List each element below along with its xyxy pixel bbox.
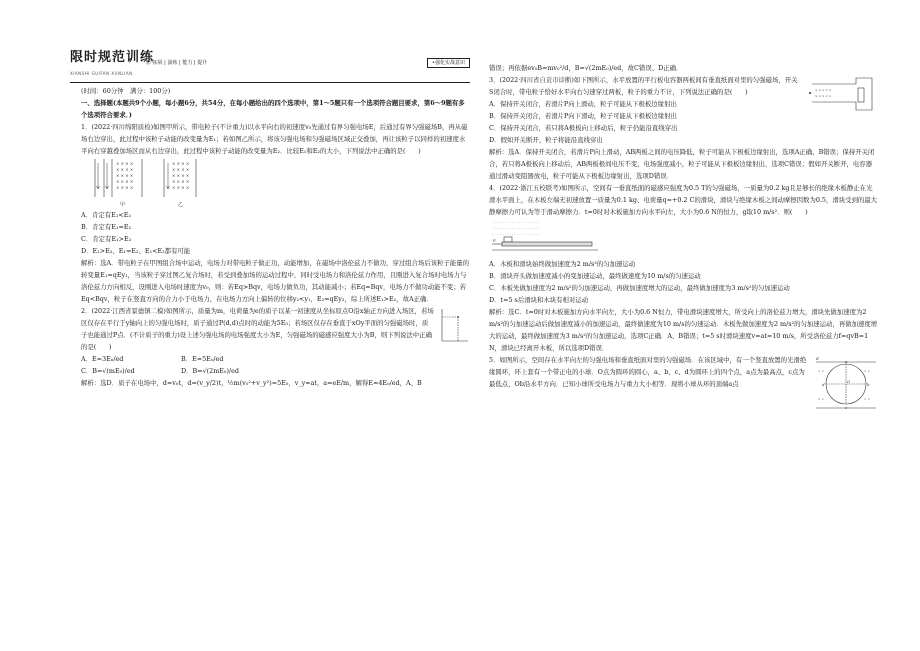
q5-label-o: O bbox=[847, 379, 851, 384]
header-subtitle: XIANSHI GUIFAN XUNLIAN bbox=[70, 71, 133, 76]
svg-text:× × × ×: × × × × bbox=[116, 179, 134, 184]
header-tag: •强化实战意识 bbox=[427, 58, 470, 68]
svg-text:· · · · · · · · · · · · · · ·: · · · · · · · · · · · · · · · · · · · · · · bbox=[492, 221, 540, 225]
q2-option-a: A．E=3E₀/ed bbox=[81, 355, 124, 363]
q1-option-d: D．E₁>E₂、E₁=E₂、E₁<E₂都有可能 bbox=[81, 247, 191, 255]
svg-text:× ×: × × bbox=[818, 369, 824, 373]
q2-stem: 2．(2022·江西省景德镇二模)如图所示，质量为m，电荷量为e的质子以某一初速度从坐标原点O沿x轴正方向进入场区，若场区仅存在平行于y轴向上的匀强电场时，质子通过P(d,d)点时的动能为5E₀；若场区仅存在垂直于xOy平面的匀强磁场时，质子也能通过P点．(不计质子的重力)设上述匀强电场的电场强度大小为E，匀强磁场的磁感应强度大小为B，则下列说法中正确的是( ) bbox=[81, 307, 434, 351]
section-one-heading: 一、选择题(本题共9个小题，每小题6分，共54分，在每小题给出的四个选项中，第1～5题只有一个选项符合题目要求，第6～9题有多个选项符合要求．) bbox=[81, 99, 465, 119]
svg-text:× × × × ×: × × × × × bbox=[815, 88, 832, 92]
q5-diagram bbox=[814, 356, 878, 412]
svg-text:× ×: × × bbox=[818, 397, 824, 401]
q3-option-a: A．保持开关闭合，若滑片P向上滑动，粒子可能从下极板边缘射出 bbox=[489, 100, 677, 108]
q2-diagram bbox=[438, 305, 470, 345]
q1-stem: 1．(2022·四川绵阳质检)如图甲所示，带电粒子(不计重力)以水平向右的初速度v₀先通过有界匀强电场E，后通过有界匀强磁场B，再从磁场右边穿出，此过程中该粒子动能的改变量为E₁；若如图乙所示，将该匀强电场和匀强磁场区域正交叠加，再让该粒子以同样的初速度水平向右穿越叠加场区而从右边穿出，此过程中该粒子动能的改变量为E₂．比较E₁和E₂的大小，下列说法中正确的是( ) bbox=[81, 123, 468, 155]
svg-text:× ×: × × bbox=[864, 369, 870, 373]
svg-text:× × × ×: × × × × bbox=[116, 173, 134, 178]
time-line: (时间：60分钟 满分：100分) bbox=[81, 87, 171, 95]
q1-fig-label-b: 乙 bbox=[178, 202, 184, 208]
q4-option-d: D．t=5 s后滑块和木块有相对运动 bbox=[489, 296, 589, 304]
q2-analysis: 解析：选D．质子在电场中，d=v₀t，d=(v_y/2)t，½m(v₀²+v_y²)=5E₀，v_y=at，a=eE/m，解得E=4E₀/ed，A、B bbox=[81, 379, 422, 387]
q1-option-c: C．肯定有E₁>E₂ bbox=[81, 235, 132, 243]
svg-text:× × × ×: × × × × bbox=[172, 173, 190, 178]
svg-text:× × × × ×: × × × × × bbox=[815, 94, 832, 98]
left-page bbox=[70, 0, 470, 651]
header-title: 限时规范训练 bbox=[70, 50, 155, 65]
q3-stem: 3．(2022·四川省自贡市诊断)如下图所示，水平放置的平行板电容器两板间有垂直纸面对里的匀强磁场，开关S闭合时，带电粒子恰好水平向右匀速穿过两板，粒子的重力不计，下列说法正确的是( ) bbox=[489, 76, 798, 96]
right-page bbox=[478, 0, 878, 651]
q2-option-c: C．B=√(mE₀)/ed bbox=[81, 367, 135, 375]
svg-text:× × × ×: × × × × bbox=[172, 179, 190, 184]
q2-options-row-2 bbox=[70, 365, 470, 377]
svg-text:× × × ×: × × × × bbox=[116, 185, 134, 190]
q1-diagram bbox=[90, 157, 200, 209]
svg-text:× × × ×: × × × × bbox=[172, 185, 190, 190]
q5-label-b: b bbox=[867, 382, 870, 387]
q2-option-b: B．E=5E₀/ed bbox=[181, 355, 224, 363]
svg-text:× × × ×: × × × × bbox=[172, 161, 190, 166]
section-header bbox=[70, 52, 470, 83]
svg-text:· · · · · · · · · · · · · · ·: · · · · · · · · · · · · · · · · · · · · · · bbox=[492, 233, 540, 237]
svg-text:× × × ×: × × × × bbox=[116, 167, 134, 172]
header-slogan: ㊣ 拓展 | 演练 | 能力 | 提升 bbox=[146, 60, 208, 66]
q4-stem: 4．(2022·浙江五校联考)如图所示，空间有一垂直纸面的磁感应强度为0.5 T的匀强磁场，一质量为0.2 kg且足够长的绝缘木板静止在光滑水平面上，在木板左端无初速放置一质量为0.1 kg、电荷量q=+0.2 C的滑块，滑块与绝缘木板之间动摩擦因数为0.5，滑块受到的最大静摩擦力可认为等于滑动摩擦力．t=0时对木板施加方向水平向左，大小为0.6 N的恒力，g取10 m/s²．则( ) bbox=[489, 184, 878, 216]
q1-option-a: A．肯定有E₁<E₂ bbox=[81, 211, 131, 219]
q4-option-a: A．木板和滑块始终做加速度为2 m/s²的匀加速运动 bbox=[489, 260, 636, 268]
svg-text:× × × ×: × × × × bbox=[172, 167, 190, 172]
q5-stem: 5．如图所示，空间存在水平向左的匀强电场和垂直纸面对里的匀强磁场．在该区域中，有一个竖直放置的光滑绝缘圆环，环上套有一个带正电的小球．O点为圆环的圆心，a、b、c、d为圆环上的四个点，a点为最高点，c点为最低点，Ob沿水平方向．已知小球所受电场力与重力大小相等．现将小球从环的顶端a点 bbox=[489, 356, 807, 388]
q1-option-b: B．肯定有E₁=E₂ bbox=[81, 223, 132, 231]
q4-option-b: B．滑块开头做加速度减小的变加速运动，最终做速度为10 m/s的匀速运动 bbox=[489, 272, 701, 280]
q3-option-d: D．假如开关断开，粒子将能沿直线穿出 bbox=[489, 136, 603, 144]
q5-label-d: d bbox=[822, 382, 825, 387]
q3-option-c: C．保持开关闭合，若只将A极板向上移动后，粒子仍能沿直线穿出 bbox=[489, 124, 678, 132]
svg-text:× ×: × × bbox=[864, 397, 870, 401]
q3-diagram bbox=[806, 74, 878, 116]
svg-text:× × × ×: × × × × bbox=[116, 161, 134, 166]
svg-text:· · · · · · · · · · · · · · ·: · · · · · · · · · · · · · · · · · · · · · · bbox=[492, 227, 540, 231]
q1-fig-label-a: 甲 bbox=[120, 202, 126, 208]
q4-diagram bbox=[490, 218, 600, 258]
q5-label-e: E bbox=[816, 356, 819, 361]
q5-label-c: c bbox=[845, 405, 848, 410]
q2-option-d: D．B=√(2mE₀)/ed bbox=[181, 367, 240, 375]
q3-option-b: B．保持开关闭合，若滑片P向下滑动，粒子可能从下极板边缘射出 bbox=[489, 112, 677, 120]
q4-figure bbox=[478, 218, 878, 258]
q5-label-a: a bbox=[845, 359, 848, 364]
q4-force-label: F bbox=[493, 238, 496, 243]
q2-options-row-1 bbox=[70, 353, 470, 365]
q1-analysis: 解析：选A．带电粒子在甲图组合场中运动，电场力对带电粒子做正功，动能增加，在磁场中洛伦兹力不做功，穿过组合场后该粒子能量的转变量E₁=qEy₁，当该粒子穿过图乙复合场时，若受到叠加场的运动过程中，同时受电场力和洛伦兹力作用，且刚进入复合场时电场力与洛伦兹力方向相反，设刚进入电场时速度为v₀，则：若Eq>Bqv，电场力做负功，其动能减小；若Eq=Bqv，电场力不做功动能不变；若Eq<Bqv，粒子在竖直方向的合力小于电场力，在电场力方向上偏转的位移y₂<y₁，E₂=qEy₂，综上所述E₁>E₂，故A正确． bbox=[81, 259, 470, 303]
q2-analysis-cont: 错误；再依据ev₀B=mv₀²/d，B=√(2mE₀)/ed，故C错误、D正确． bbox=[489, 64, 683, 72]
q3-analysis: 解析：选A．保持开关闭合，若滑片P向上滑动，AB两板之间的电压降低，粒子可能从下极板边缘射出，选项A正确、B错误；保持开关闭合，若只将A极板向上移动后，AB两板极间电压不变，电场强度减小，粒子可能从下极板边缘射出，选项C错误；假如开关断开，电容器通过滑动变阻器放电，粒子可能从下极板边缘射出，选项D错误． bbox=[489, 148, 875, 180]
q1-figure bbox=[70, 157, 470, 209]
q4-option-c: C．木板先做加速度为2 m/s²的匀加速运动，再做加速度增大的运动，最终做加速度为3 m/s²的匀加速运动 bbox=[489, 284, 790, 292]
q4-analysis: 解析：选C．t=0时对木板施加方向水平向左，大小为0.6 N恒力，带电滑块速度增大，所受向上的洛伦兹力增大，滑块先做加速度为2 m/s²的匀加速运动后做加速度减小的加速运动，最终做速度为10 m/s的匀速运动．木板先做加速度为2 m/s²的匀加速运动，再做加速度增大的运动，最终做加速度为3 m/s²的匀加速运动，选项C正确．A、B错误；t=5 s时滑块速度v=at=10 m/s，所受洛伦兹力f=qvB=1 N，滑块已经离开木板，所以选项D错误． bbox=[489, 308, 878, 352]
